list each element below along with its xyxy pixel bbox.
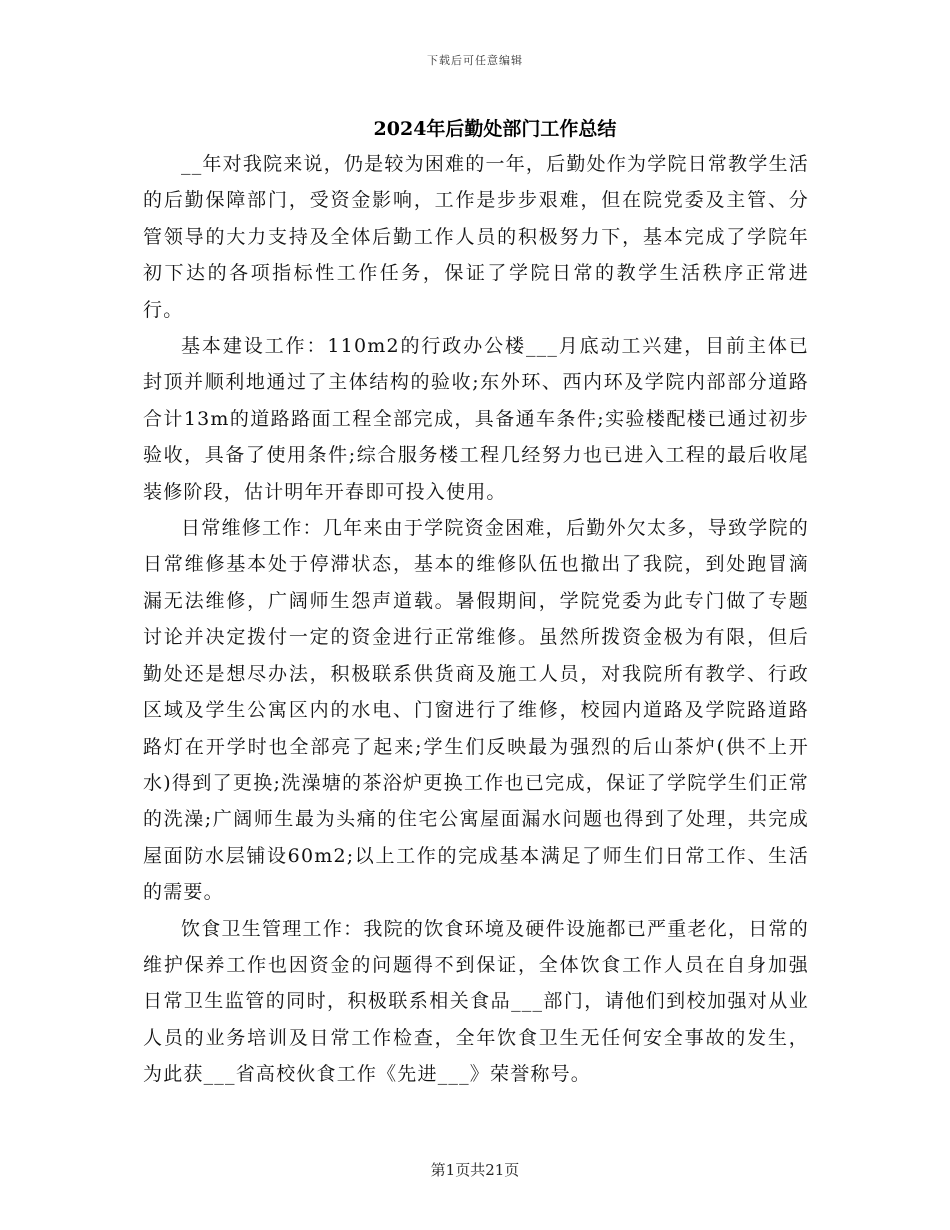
page-header-note: 下载后可任意编辑 — [427, 54, 523, 67]
document-body — [143, 146, 809, 1093]
page-number: 第1页共21页 — [430, 1161, 520, 1179]
document-title: 2024年后勤处部门工作总结 — [373, 118, 617, 140]
paragraph-construction: 基本建设工作：110m2的行政办公楼___月底动工兴建，目前主体已封顶并顺利地通过了主体结构的验收;东外环、西内环及学院内部部分道路合计13m的道路路面工程全部完成，具备通车条件;实验楼配楼已通过初步验收，具备了使用条件;综合服务楼工程几经努力也已进入工程的最后收尾装修阶段，估计明年开春即可投入使用。 — [143, 335, 809, 503]
paragraph-food-hygiene: 饮食卫生管理工作：我院的饮食环境及硬件设施都已严重老化，日常的维护保养工作也因资金的问题得不到保证，全体饮食工作人员在自身加强日常卫生监管的同时，积极联系相关食品___部门，请他们到校加强对从业人员的业务培训及日常工作检查，全年饮食卫生无任何安全事故的发生，为此获___省高校伙食工作《先进___》荣誉称号。 — [143, 917, 809, 1086]
paragraph-maintenance: 日常维修工作：几年来由于学院资金困难，后勤外欠太多，导致学院的日常维修基本处于停滞状态，基本的维修队伍也撤出了我院，到处跑冒滴漏无法维修，广阔师生怨声道载。暑假期间，学院党委为此专门做了专题讨论并决定拨付一定的资金进行正常维修。虽然所拨资金极为有限，但后勤处还是想尽办法，积极联系供货商及施工人员，对我院所有教学、行政区域及学生公寓区内的水电、门窗进行了维修，校园内道路及学院路道路路灯在开学时也全部亮了起来;学生们反映最为强烈的后山茶炉(供不上开水)得到了更换;洗澡塘的茶浴炉更换工作也已完成，保证了学院学生们正常的洗澡;广阔师生最为头痛的住宅公寓屋面漏水问题也得到了处理，共完成屋面防水层铺设60m2;以上工作的完成基本满足了师生们日常工作、生活的需要。 — [143, 517, 809, 904]
paragraph-intro: __年对我院来说，仍是较为困难的一年，后勤处作为学院日常教学生活的后勤保障部门，受资金影响，工作是步步艰难，但在院党委及主管、分管领导的大力支持及全体后勤工作人员的积极努力下，基本完成了学院年初下达的各项指标性工作任务，保证了学院日常的教学生活秩序正常进行。 — [143, 153, 809, 321]
